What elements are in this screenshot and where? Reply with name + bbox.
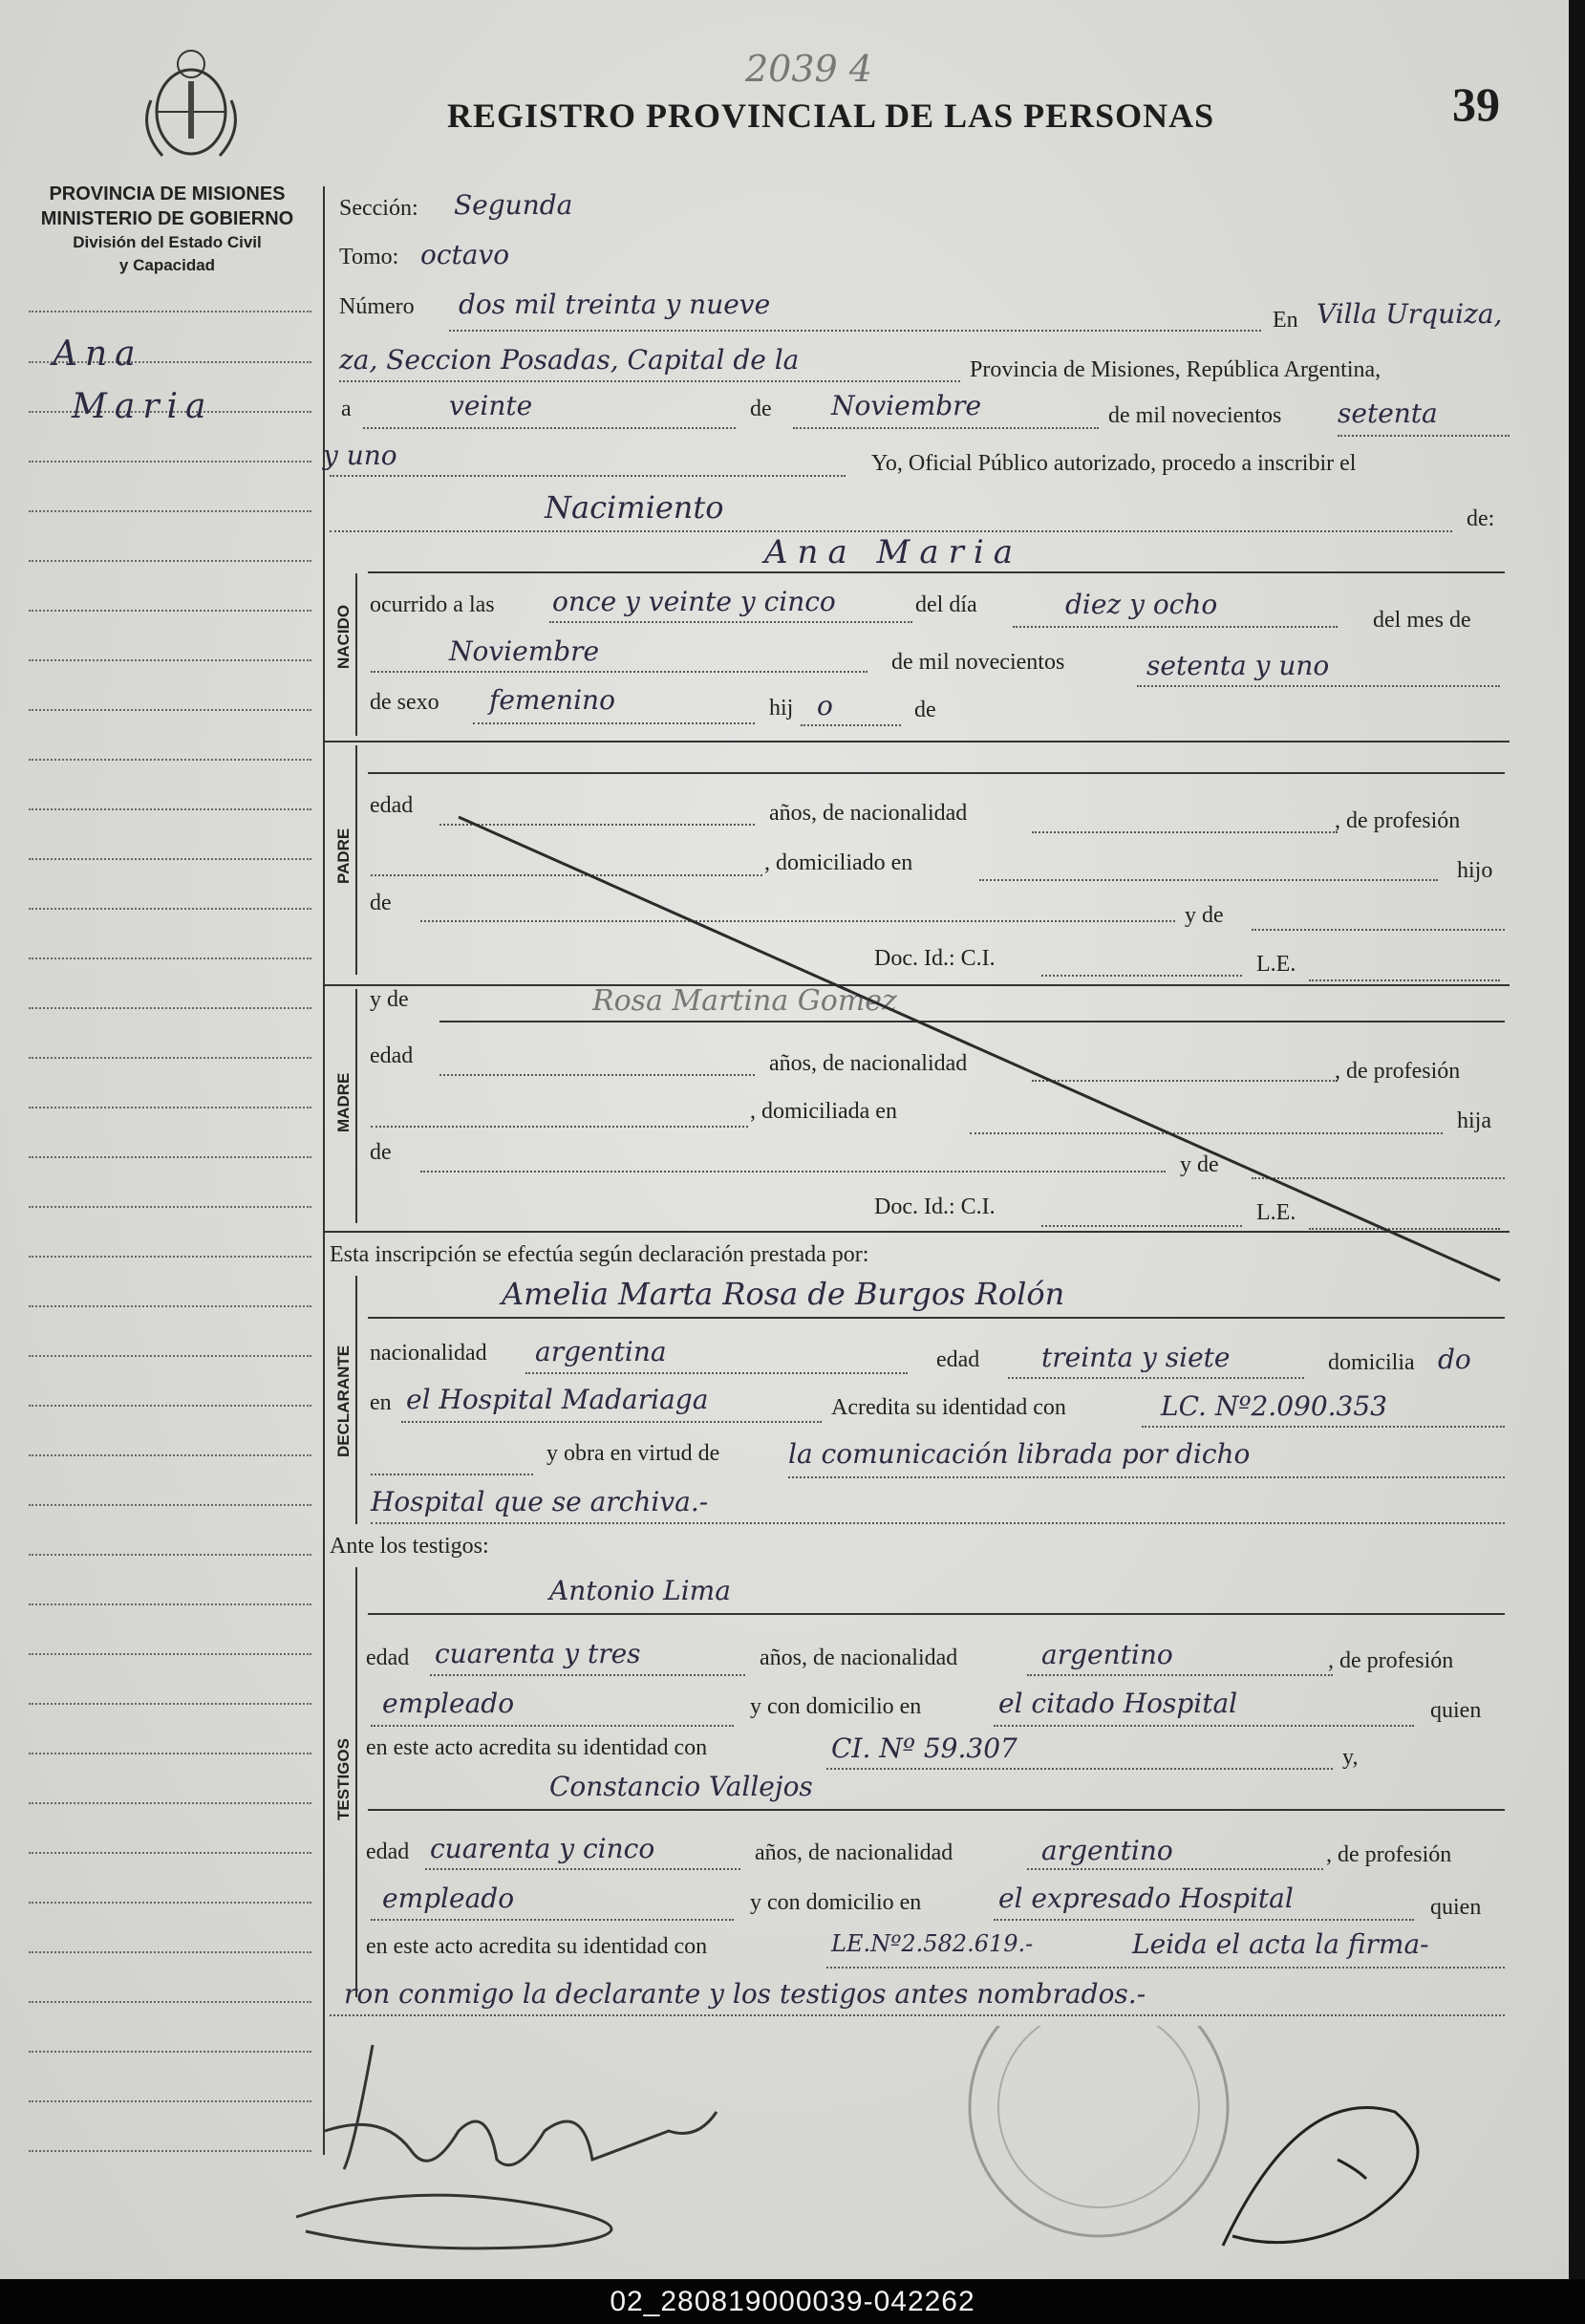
provincia-text: Provincia de Misiones, República Argentina, <box>970 357 1382 382</box>
testigo2-continuation: Leida el acta la firma- <box>1132 1928 1429 1960</box>
testigo2-profesion-value: empleado <box>382 1883 515 1914</box>
madre-anios-label: años, de nacionalidad <box>769 1051 968 1076</box>
testigo2-profesion-label: , de profesión <box>1326 1842 1452 1867</box>
anio-value-1: setenta <box>1338 398 1438 429</box>
witness-signature <box>296 2195 611 2249</box>
declarante-edad-value: treinta y siete <box>1041 1342 1231 1373</box>
madre-doc-label: Doc. Id.: C.I. <box>874 1194 996 1219</box>
testigo2-domicilio-value: el expresado Hospital <box>998 1883 1294 1914</box>
testigo1-profesion-value: empleado <box>382 1688 515 1719</box>
testigo2-doc-value: LE.Nº2.582.619.- <box>831 1930 1034 1957</box>
testigo2-domicilio-label: y con domicilio en <box>750 1890 922 1915</box>
anio-nacimiento-value: setenta y uno <box>1146 650 1330 681</box>
handwritten-record-number: 2039 4 <box>745 48 872 90</box>
de-label: de <box>750 397 772 421</box>
numero-value: dos mil treinta y nueve <box>459 289 771 320</box>
section-label-padre: PADRE <box>334 828 353 884</box>
declarante-intro: Esta inscripción se efectúa según declaración prestada por: <box>330 1242 869 1267</box>
testigo2-anios-label: años, de nacionalidad <box>755 1840 953 1865</box>
testigo1-edad-label: edad <box>366 1646 410 1670</box>
testigo1-nombre-value: Antonio Lima <box>549 1575 731 1606</box>
hij-value: o <box>817 690 833 721</box>
a-label: a <box>341 397 352 421</box>
closing-statement: ron conmigo la declarante y los testigos antes nombrados.- <box>344 1978 1146 2010</box>
en-value: Villa Urquiza, <box>1317 298 1503 330</box>
declarante-obra-label: y obra en virtud de <box>546 1441 720 1466</box>
file-id-footer: 02_280819000039-042262 <box>0 2279 1585 2324</box>
hij-label: hij <box>769 696 794 721</box>
padre-de-label: de <box>370 891 392 915</box>
yo-text: Yo, Oficial Público autorizado, procedo a inscribir el <box>871 451 1357 476</box>
testigos-intro: Ante los testigos: <box>330 1534 489 1559</box>
issuer-block <box>19 182 315 277</box>
declarante-nacionalidad-value: argentina <box>535 1336 667 1367</box>
page-title: REGISTRO PROVINCIAL DE LAS PERSONAS <box>447 97 1215 135</box>
declarante-obra-value-2: Hospital que se archiva.- <box>371 1486 709 1517</box>
testigo2-edad-label: edad <box>366 1840 410 1864</box>
dia-value: veinte <box>449 390 533 421</box>
seccion-label: Sección: <box>339 196 418 221</box>
testigo2-nacionalidad-value: argentino <box>1041 1835 1173 1866</box>
signatures-and-seal <box>268 2026 1529 2265</box>
del-dia-label: del día <box>915 592 977 617</box>
de-colon-label: de: <box>1467 506 1495 531</box>
place-value: za, Seccion Posadas, Capital de la <box>339 344 800 376</box>
section-label-testigos: TESTIGOS <box>334 1738 353 1820</box>
official-signature <box>1223 2108 1418 2247</box>
mil-label: de mil novecientos <box>891 650 1065 675</box>
mil-novecientos-label: de mil novecientos <box>1108 403 1282 428</box>
declarante-en-label: en <box>370 1390 392 1415</box>
anio-value-2: y uno <box>323 440 397 471</box>
declarante-signature <box>325 2045 717 2169</box>
dia-nacimiento-value: diez y ocho <box>1065 589 1218 620</box>
page-edge-shadow <box>1569 0 1585 2279</box>
madre-edad-label: edad <box>370 1044 414 1068</box>
nombre-inscripto: Ana Maria <box>764 533 1023 571</box>
mes-nacimiento-value: Noviembre <box>449 635 600 667</box>
testigo1-domicilio-value: el citado Hospital <box>998 1688 1238 1719</box>
cancellation-diagonal-line <box>449 812 1510 1290</box>
testigo1-nacionalidad-value: argentino <box>1041 1639 1173 1670</box>
tomo-value: octavo <box>420 239 510 270</box>
margin-name-2: Maria <box>72 387 214 426</box>
madre-le-label: L.E. <box>1256 1200 1296 1225</box>
del-mes-label: del mes de <box>1373 608 1471 633</box>
padre-domiciliado-label: , domiciliado en <box>764 850 913 875</box>
testigo1-acredita-label: en este acto acredita su identidad con <box>366 1735 708 1760</box>
testigo2-edad-value: cuarenta y cinco <box>430 1833 655 1864</box>
madre-profesion-label: , de profesión <box>1335 1059 1461 1084</box>
margin-name-1: Ana <box>53 334 143 374</box>
tomo-label: Tomo: <box>339 245 399 269</box>
declarante-domicilia-label: domicilia <box>1328 1350 1415 1375</box>
madre-domiciliada-label: , domiciliada en <box>750 1099 897 1124</box>
declarante-nombre-value: Amelia Marta Rosa de Burgos Rolón <box>502 1276 1065 1312</box>
testigo1-doc-value: CI. Nº 59.307 <box>831 1732 1017 1764</box>
testigo1-profesion-label: , de profesión <box>1328 1648 1454 1673</box>
padre-le-label: L.E. <box>1256 952 1296 977</box>
padre-doc-label: Doc. Id.: C.I. <box>874 946 996 971</box>
testigo2-quien-label: quien <box>1430 1895 1482 1920</box>
issuer-division: División del Estado Civil <box>73 233 262 251</box>
numero-label: Número <box>339 294 415 319</box>
issuer-division-2: y Capacidad <box>118 256 216 274</box>
sexo-value: femenino <box>489 684 615 716</box>
en-label: En <box>1273 308 1298 333</box>
hora-value: once y veinte y cinco <box>552 586 836 617</box>
declarante-domicilia-value: do <box>1438 1344 1471 1375</box>
section-label-nacido: NACIDO <box>334 604 353 669</box>
madre-de-label: de <box>370 1140 392 1165</box>
declarante-obra-value: la comunicación librada por dicho <box>788 1438 1251 1470</box>
sexo-label: de sexo <box>370 690 439 715</box>
de-label-nacido: de <box>914 698 936 722</box>
madre-y-de-label: y de <box>370 987 409 1012</box>
acto-value: Nacimiento <box>545 489 724 526</box>
madre-hija-label: hija <box>1457 1108 1491 1133</box>
issuer-province: PROVINCIA DE MISIONES <box>49 183 286 204</box>
testigo2-nombre-value: Constancio Vallejos <box>549 1771 813 1802</box>
ocurrido-label: ocurrido a las <box>370 592 495 617</box>
testigo1-y-label: y, <box>1342 1745 1359 1770</box>
page-number: 39 <box>1452 77 1500 131</box>
declarante-edad-label: edad <box>936 1347 980 1372</box>
testigo1-domicilio-label: y con domicilio en <box>750 1694 922 1719</box>
section-label-declarante: DECLARANTE <box>334 1345 353 1457</box>
official-seal <box>970 2026 1228 2236</box>
declarante-acredita-value: LC. Nº2.090.353 <box>1161 1390 1387 1422</box>
seccion-value: Segunda <box>454 189 573 221</box>
padre-anios-label: años, de nacionalidad <box>769 801 968 826</box>
testigo1-edad-value: cuarenta y tres <box>435 1638 641 1669</box>
declarante-acredita-label: Acredita su identidad con <box>831 1395 1066 1420</box>
testigo1-quien-label: quien <box>1430 1698 1482 1723</box>
testigo1-anios-label: años, de nacionalidad <box>760 1646 958 1670</box>
section-label-madre: MADRE <box>334 1072 353 1132</box>
padre-hijo-label: hijo <box>1457 858 1493 883</box>
declarante-nacionalidad-label: nacionalidad <box>370 1341 487 1366</box>
padre-profesion-label: , de profesión <box>1335 808 1461 833</box>
padre-y-de-label: y de <box>1185 903 1224 928</box>
issuer-ministry: MINISTERIO DE GOBIERNO <box>40 208 294 229</box>
padre-edad-label: edad <box>370 793 414 818</box>
coat-of-arms-emblem <box>134 43 248 167</box>
mes-value: Noviembre <box>831 390 982 421</box>
madre-nombre-value: Rosa Martina Gomez <box>592 984 897 1018</box>
testigo2-acredita-label: en este acto acredita su identidad con <box>366 1934 708 1959</box>
declarante-domicilio-value: el Hospital Madariaga <box>406 1384 709 1415</box>
madre-y-de2-label: y de <box>1180 1152 1219 1177</box>
